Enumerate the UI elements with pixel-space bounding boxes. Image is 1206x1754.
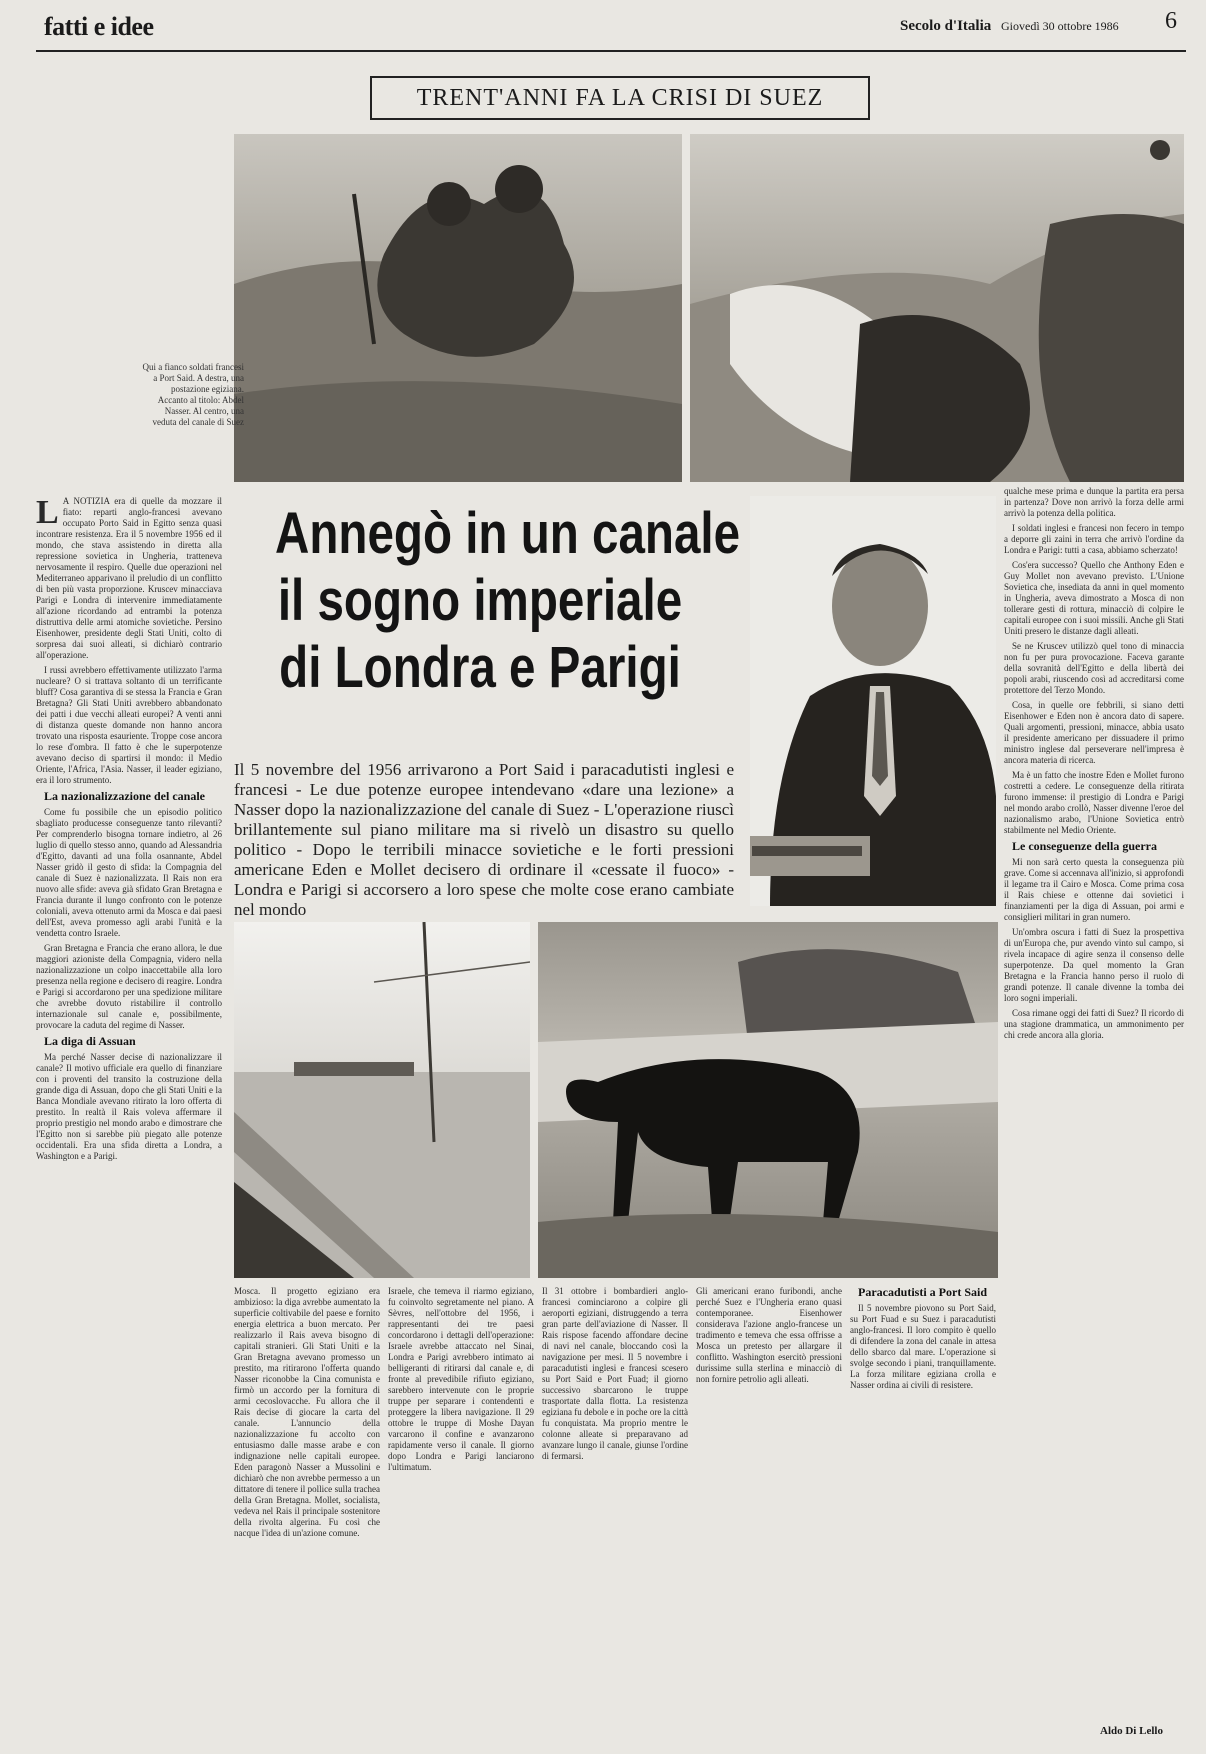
- paragraph: Se ne Kruscev utilizzò quel tono di minaccia non fu per pura provocazione. Faceva garante della sovranità dell'Egitto e della libertà dei popoli arabi, riuscendo così ad accreditarsi come protettore del Terzo Mondo.: [1004, 641, 1184, 695]
- article-column-6: [850, 1286, 996, 1712]
- subhead-nazionalizzazione: La nazionalizzazione del canale: [44, 789, 205, 803]
- photo-egyptian-post: [690, 134, 1184, 482]
- photo-caption: Qui a fianco soldati francesi a Port Said. A destra, una postazione egiziana. Accanto al titolo: Abdel Nasser. Al centro, una veduta del canale di Suez: [142, 362, 244, 427]
- paper-name: Secolo d'Italia: [900, 18, 992, 34]
- paragraph: Cosa rimane oggi dei fatti di Suez? Il ricordo di una stagione drammatica, un ammonimento per chi crede ancora alla gloria.: [1004, 1008, 1184, 1040]
- subhead-diga-assuan: La diga di Assuan: [44, 1034, 136, 1048]
- dropcap: L: [36, 496, 59, 531]
- issue-date: Giovedì 30 ottobre 1986: [1001, 19, 1119, 33]
- author-byline: Aldo Di Lello: [1100, 1725, 1163, 1737]
- masthead: [900, 18, 1119, 35]
- paragraph: Mi non sarà certo questa la conseguenza più grave. Come si accennava all'inizio, si approfondì il legame tra il Cairo e Mosca. Come prima cosa il Rais chiese e ottenne dai sovietici i finanziamenti per la diga di Assuan, poi armi e consiglieri militari in gran numero.: [1004, 857, 1184, 922]
- subhead-conseguenze: Le conseguenze della guerra: [1012, 839, 1157, 853]
- subhead-paracadutisti: Paracadutisti a Port Said: [858, 1286, 987, 1299]
- paragraph: Ma perché Nasser decise di nazionalizzare il canale? Il motivo ufficiale era quello di finanziare con i proventi del transito la costruzione della grande diga di Assuan, dopo che gli Stati Uniti e la Banca Mondiale avevano ritirato la loro offerta di prestito. In realtà il Rais voleva affermare il proprio prestigio nel mondo arabo e dimostrare che l'Egitto non si sarebbe più piegato alle potenze occidentali. Era una sfida diretta a Londra, a Washington e a Parigi.: [36, 1052, 222, 1161]
- paragraph: qualche mese prima e dunque la partita era persa in partenza? Dove non arrivò la forza delle armi arrivò la potenza della politica.: [1004, 486, 1184, 518]
- section-title: fatti e idee: [44, 12, 154, 41]
- photo-nasser-portrait: [750, 496, 996, 906]
- page-number: 6: [1165, 8, 1177, 34]
- headline: [275, 500, 741, 701]
- headline-line-2: il sogno imperiale: [277, 568, 683, 633]
- article-column-left: [36, 496, 222, 1712]
- paragraph: Mosca. Il progetto egiziano era ambizioso: la diga avrebbe aumentato la superficie coltivabile del paese e fornito energia elettrica a buon mercato. Per realizzarlo il Rais aveva bisogno di capitali stranieri. Gli Stati Uniti e la Gran Bretagna avevano promesso un prestito, ma ritirarono l'offerta quando Nasser riconobbe la Cina comunista e firmò un accordo per la fornitura di armi cecoslovacche. Fu allora che il Rais decise di giocare la carta del canale. L'annuncio della nazionalizzazione fu accolto con entusiasmo dalle masse arabe e con indignazione nelle capitali europee. Eden paragonò Nasser a Mussolini e dichiarò che non avrebbe permesso a un dittatore di tenere il pollice sulla trachea della Gran Bretagna. Mollet, socialista, vedeva nel Rais il principale sostenitore della rivolta algerina. Fu così che nacque l'idea di un'azione comune.: [234, 1286, 380, 1538]
- article-column-5: [696, 1286, 842, 1712]
- paragraph: Cos'era successo? Quello che Anthony Eden e Guy Mollet non avevano previsto. L'Unione Sovietica che, insediata da anni in quel momento in Ungheria, aveva dimostrato a Mosca di non tollerare gesti di rottura, minacciò di colpire le capitali europee con i suoi missili. Anche gli Stati Uniti presero le distanze dagli alleati.: [1004, 560, 1184, 636]
- section-banner: TRENT'ANNI FA LA CRISI DI SUEZ: [370, 76, 870, 120]
- article-deck: Il 5 novembre del 1956 arrivarono a Port Said i paracadutisti inglesi e francesi - Le due potenze europee intendevano «dare una lezione» a Nasser dopo la nazionalizzazione del canale di Suez - L'operazione riuscì brillantemente sul piano militare ma si rivelò un disastro su quello politico - Dopo le terribili minacce sovietiche e le forti pressioni americane Eden e Mollet decisero di ordinare il «cessate il fuoco» - Londra e Parigi si accorsero a loro spese che molte cose erano cambiate nel mondo: [234, 760, 734, 919]
- photo-horse-port: [538, 922, 998, 1278]
- article-column-4: [542, 1286, 688, 1712]
- article-column-right: [1004, 486, 1184, 1712]
- photo-soldiers: [234, 134, 682, 482]
- article-column-2: [234, 1286, 380, 1712]
- paragraph: Ma è un fatto che inostre Eden e Mollet furono costretti a cedere. Le conseguenze della ritirata furono immense: il prestigio di Londra e Parigi nel mondo arabo crollò, Nasser divenne l'eroe del nazionalismo arabo, l'Unione Sovietica entrò stabilmente nel Medio Oriente.: [1004, 770, 1184, 835]
- paragraph: Gran Bretagna e Francia che erano allora, le due maggiori azioniste della Compagnia, videro nella nazionalizzazione un colpo inaccettabile alla loro presenza nella regione e decisero di reagire. Londra e Parigi si accordarono per una spedizione militare che avrebbe dovuto ristabilire il controllo internazionale sul canale e, possibilmente, provocare la caduta del regime di Nasser.: [36, 943, 222, 1030]
- paragraph: Il 5 novembre piovono su Port Said, su Port Fuad e su Suez i paracadutisti anglo-francesi. Il loro compito è quello di difendere la zona del canale in attesa dello sbarco dal mare. L'operazione si svolge secondo i piani, tranquillamente. La forza militare egiziana crolla e Nasser ordina ai civili di resistere.: [850, 1303, 996, 1390]
- paragraph: Israele, che temeva il riarmo egiziano, fu coinvolto segretamente nel piano. A Sèvres, nell'ottobre del 1956, i rappresentanti dei tre paesi concordarono i dettagli dell'operazione: Israele avrebbe attaccato nel Sinai, Londra e Parigi avrebbero intimato ai belligeranti di ritirarsi dal canale e, di fronte al prevedibile rifiuto egiziano, sarebbero intervenute con le proprie truppe per separare i contendenti e proteggere la libera navigazione. Il 29 ottobre le truppe di Moshe Dayan varcarono il confine e avanzarono rapidamente verso il canale. Il giorno dopo Londra e Parigi lanciarono l'ultimatum.: [388, 1286, 534, 1472]
- paragraph: I soldati inglesi e francesi non fecero in tempo a deporre gli zaini in terra che arrivò l'ordine da Londra e Parigi: tutti a casa, abbiamo scherzato!: [1004, 523, 1184, 555]
- paragraph: I russi avrebbero effettivamente utilizzato l'arma nucleare? O si trattava soltanto di un terrificante bluff? Cosa garantiva di se stessa la Francia e Gran Bretagna? Gli Stati Uniti avrebbero abbandonato dei patti i due vecchi alleati europei? A venti anni di distanza queste domande non hanno ancora trovato una risposta esauriente. Troppe cose ancora lo rese d'ombra. Il fatto è che le superpotenze avevano deciso di spartirsi il mondo: il Medio Oriente, l'Africa, l'Asia. Nasser, il leader egiziano, era il loro strumento.: [36, 665, 222, 785]
- intro-paragraph: A NOTIZIA era di quelle da mozzare il fiato: reparti anglo-francesi avevano occupato Porto Said in Egitto senza quasi incontrare resistenza. Era il 5 novembre 1956 ed il mondo, che stava assistendo in diretta alla repressione sovietica in Ungheria, tratteneva nervosamente il respiro. Quelle due operazioni nel Mediterraneo apparivano il preludio di un conflitto di ben più vasta proporzione. Kruscev minacciava Parigi e Londra di intervenire immediatamente all'azione ricordando ad entrambi la potenza distruttiva delle armi atomiche sovietiche. Persino Eisenhower, presidente degli Stati Uniti, colto di sorpresa dai suoi alleati, si dichiarò contrario all'operazione.: [36, 496, 222, 660]
- header-rule: [36, 50, 1186, 52]
- photo-canal-view: [234, 922, 530, 1278]
- headline-line-1: Annegò in un canale: [275, 501, 741, 566]
- paragraph: Come fu possibile che un episodio politico sbagliato producesse conseguenze tanto rilevanti? Per comprenderlo bisogna tornare indietro, al 26 luglio di quello stesso anno, quando ad Alessandria d'Egitto, davanti ad una folla osannante, Abdel Nasser gridò il gesto di sfida: la Compagnia del canale di Suez è nazionalizzata. Il Rais non era nuovo alle sfide: aveva già sfidato Gran Bretagna e Francia durante il lungo confronto con le potenze coloniali, aveva ottenuto armi da Mosca e dai paesi dell'Est, aveva promesso agli arabi l'unità e la vendetta contro Israele.: [36, 807, 222, 938]
- paragraph: Il 31 ottobre i bombardieri anglo-francesi cominciarono a colpire gli aeroporti egiziani, distruggendo a terra gran parte dell'aviazione di Nasser. Il Rais rispose facendo affondare decine di navi nel canale, bloccando così la navigazione per mesi. Il 5 novembre i paracadutisti inglesi e francesi scesero su Port Said e Port Fuad; il giorno successivo sbarcarono le truppe trasportate dalla flotta. La resistenza egiziana fu debole e in poche ore la città fu conquistata. Ma proprio mentre le colonne alleate si preparavano ad avanzare lungo il canale, giunse l'ordine di fermarsi.: [542, 1286, 688, 1461]
- paragraph: Un'ombra oscura i fatti di Suez la prospettiva di un'Europa che, pur avendo vinto sul campo, si rivela incapace di agire senza il consenso delle superpotenze. Da quel momento la Gran Bretagna e la Francia hanno perso il ruolo di grandi potenze. Il canale divenne la tomba dei loro sogni imperiali.: [1004, 927, 1184, 1003]
- paragraph: Cosa, in quelle ore febbrili, si siano detti Eisenhower e Eden non è ancora dato di sapere. Quali argomenti, pressioni, minacce, abbia usato il presidente americano per dissuadere il primo ministro inglese dal perseverare nell'impresa è ancora materia di ricerca.: [1004, 700, 1184, 765]
- paragraph: Gli americani erano furibondi, anche perché Suez e l'Ungheria erano quasi contemporanee. Eisenhower considerava l'azione anglo-francese un tradimento e temeva che essa offrisse a Mosca un pretesto per allargare il conflitto. Washington esercitò pressioni durissime sulla sterlina e minacciò di non fornire petrolio agli alleati.: [696, 1286, 842, 1384]
- headline-line-3: di Londra e Parigi: [279, 635, 681, 700]
- article-column-3: [388, 1286, 534, 1712]
